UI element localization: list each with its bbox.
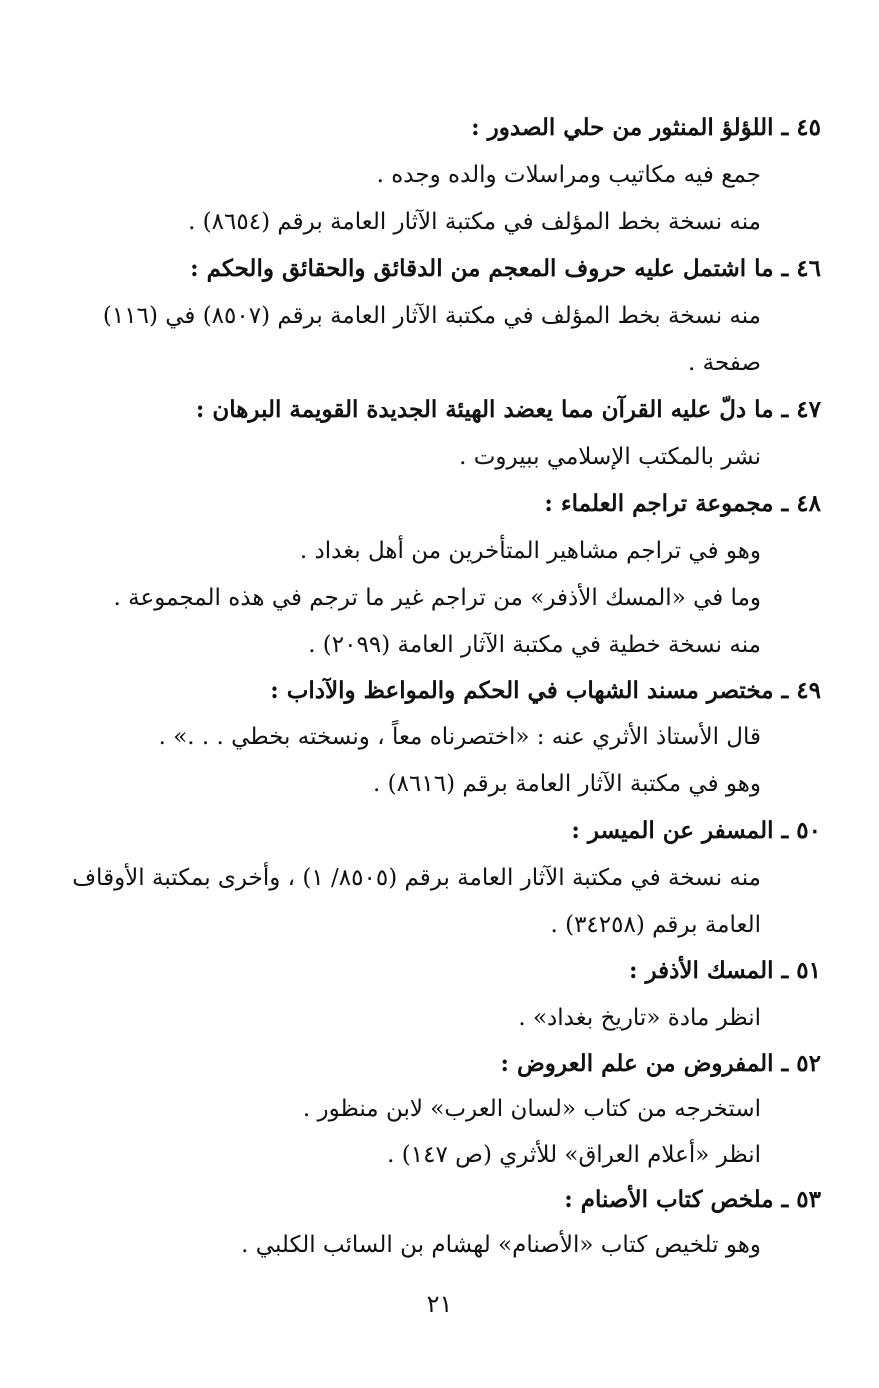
entry-title: ما دلّ عليه القرآن مما يعضد الهيئة الجديدة القويمة البرهان :: [195, 396, 774, 423]
entry-dash: ـ: [773, 396, 789, 423]
entry-number: ٥٢: [796, 1050, 821, 1077]
entry-number: ٤٧: [796, 396, 821, 423]
entry-dash: ـ: [773, 255, 789, 282]
entry-dash: ـ: [773, 1050, 789, 1077]
entry-title: المفروض من علم العروض :: [500, 1050, 774, 1077]
entry-number: ٥٣: [796, 1186, 821, 1213]
entry-45-heading: [471, 111, 821, 145]
entry-dash: ـ: [773, 817, 789, 844]
entry-number: ٤٦: [796, 255, 821, 282]
entry-48-line-3: منه نسخة خطية في مكتبة الآثار العامة (٢٠٩٩) .: [308, 632, 761, 658]
entry-50-heading: [571, 814, 821, 848]
entry-52-heading: [500, 1047, 821, 1081]
entry-title: مختصر مسند الشهاب في الحكم والمواعظ والآداب :: [270, 677, 774, 704]
entry-46-heading: [190, 252, 821, 286]
entry-number: ٤٥: [796, 114, 821, 141]
entry-46-line-2: صفحة .: [688, 350, 761, 376]
entry-number: ٥١: [796, 957, 821, 984]
entry-53-heading: [564, 1183, 821, 1217]
entry-dash: ـ: [773, 677, 789, 704]
entry-number: ٤٨: [796, 490, 821, 517]
entry-47-heading: [196, 393, 821, 427]
entry-number: ٥٠: [796, 817, 821, 844]
entry-53-line-1: وهو تلخيص كتاب «الأصنام» لهشام بن السائب الكلبي .: [241, 1232, 761, 1258]
entry-title: المسك الأذفر :: [628, 957, 774, 984]
entry-51-line-1: انظر مادة «تاريخ بغداد» .: [518, 1005, 761, 1031]
entry-46-line-1: منه نسخة بخط المؤلف في مكتبة الآثار العامة برقم (٨٥٠٧) في (١١٦): [102, 303, 761, 329]
entry-title: المسفر عن الميسر :: [571, 817, 774, 844]
entry-49-line-2: وهو في مكتبة الآثار العامة برقم (٨٦١٦) .: [373, 771, 761, 797]
entry-48-line-2: وما في «المسك الأذفر» من تراجم غير ما ترجم في هذه المجموعة .: [113, 585, 761, 611]
entry-title: ما اشتمل عليه حروف المعجم من الدقائق والحقائق والحكم :: [190, 255, 774, 282]
entry-dash: ـ: [773, 114, 789, 141]
entry-52-line-2: انظر «أعلام العراق» للأثري (ص ١٤٧) .: [387, 1142, 761, 1168]
entry-48-heading: [544, 487, 821, 521]
entry-title: ملخص كتاب الأصنام :: [564, 1186, 774, 1213]
entry-dash: ـ: [773, 1186, 789, 1213]
entry-49-heading: [270, 674, 821, 708]
entry-49-line-1: قال الأستاذ الأثري عنه : «اختصرناه معاً ، ونسخته بخطي . . .» .: [158, 724, 761, 750]
entry-50-line-2: العامة برقم (٣٤٢٥٨) .: [550, 912, 761, 938]
entry-dash: ـ: [773, 957, 789, 984]
entry-45-line-2: منه نسخة بخط المؤلف في مكتبة الآثار العامة برقم (٨٦٥٤) .: [188, 209, 761, 235]
entry-47-line-1: نشر بالمكتب الإسلامي ببيروت .: [459, 444, 761, 470]
entry-title: اللؤلؤ المنثور من حلي الصدور :: [471, 114, 774, 141]
entry-title: مجموعة تراجم العلماء :: [544, 490, 774, 517]
entry-number: ٤٩: [796, 677, 821, 704]
page-number: ٢١: [426, 1290, 453, 1318]
entry-48-line-1: وهو في تراجم مشاهير المتأخرين من أهل بغداد .: [299, 538, 761, 564]
entry-dash: ـ: [773, 490, 789, 517]
entry-50-line-1: منه نسخة في مكتبة الآثار العامة برقم (٨٥٠٥/ ١) ، وأخرى بمكتبة الأوقاف: [72, 865, 761, 891]
entry-52-line-1: استخرجه من كتاب «لسان العرب» لابن منظور .: [302, 1096, 761, 1122]
entry-51-heading: [629, 954, 821, 988]
entry-45-line-1: جمع فيه مكاتيب ومراسلات والده وجده .: [376, 162, 761, 188]
